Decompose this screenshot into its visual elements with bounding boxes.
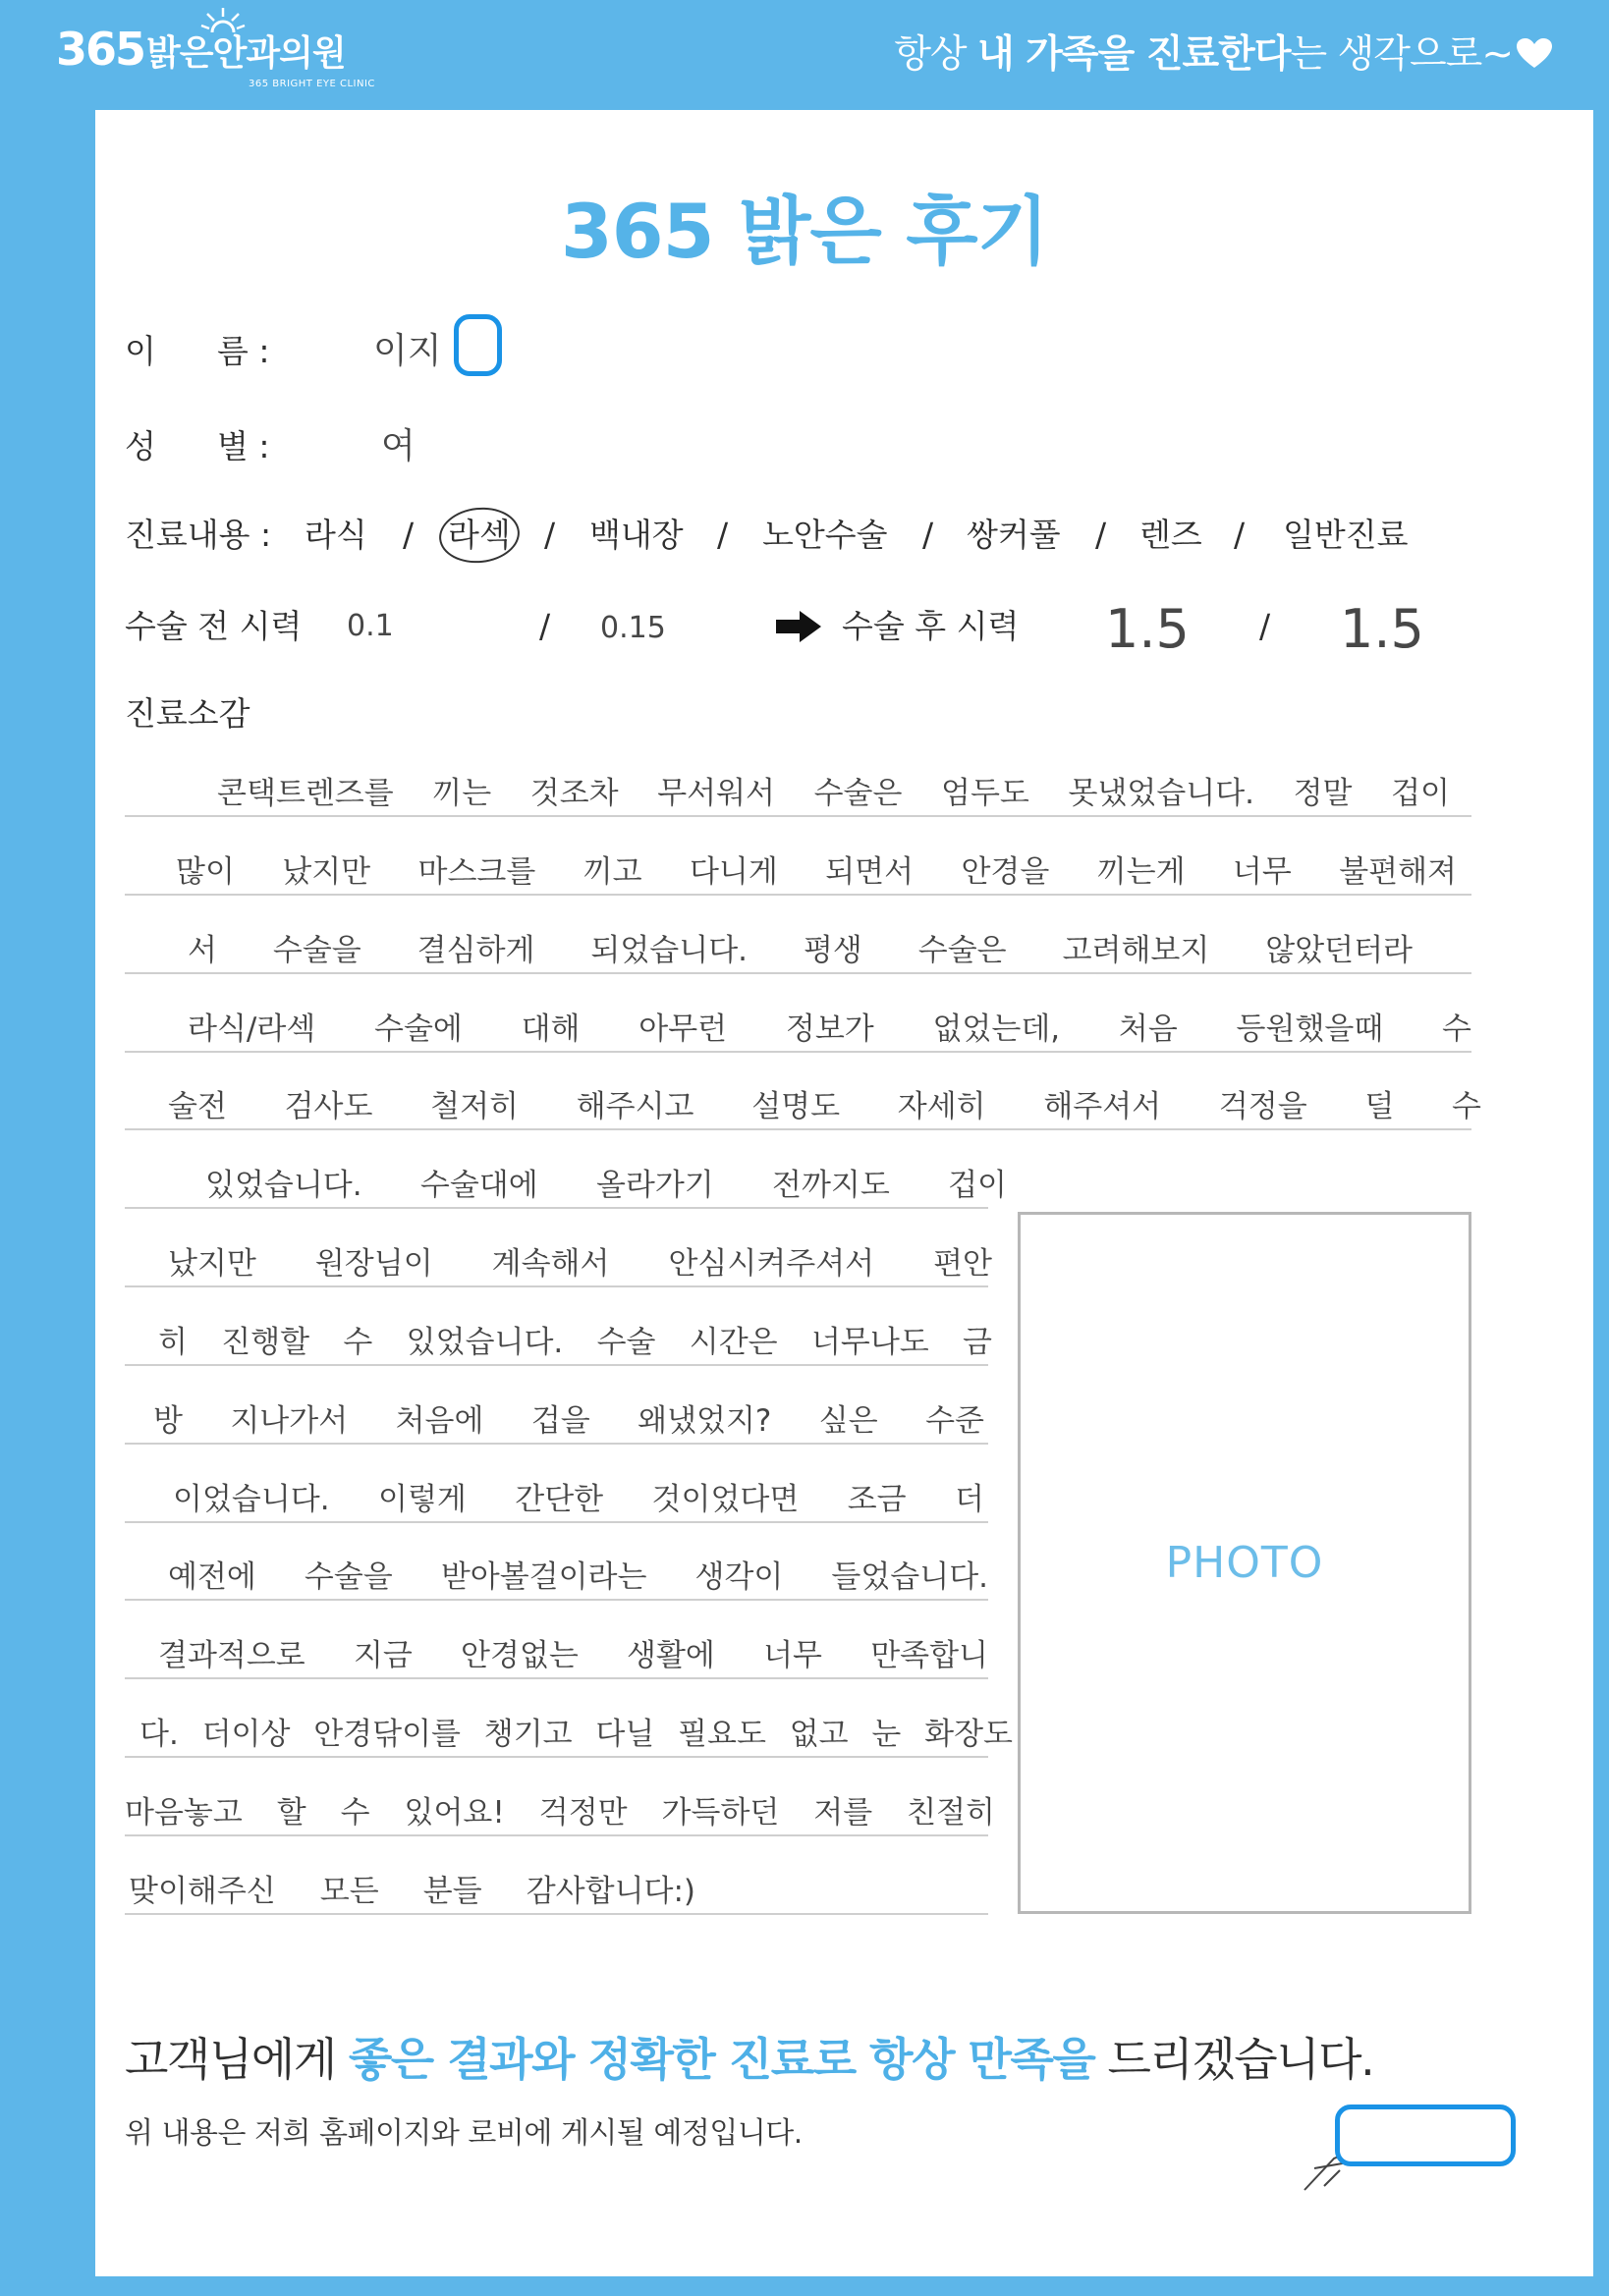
vision-after-left: 1.5 bbox=[1105, 598, 1190, 660]
review-line: 있었습니다. 수술대에 올라가기 전까지도 겁이 bbox=[205, 1168, 1007, 1203]
review-line: 술전 검사도 철저히 해주시고 설명도 자세히 해주셔서 걱정을 덜 수 bbox=[168, 1089, 1481, 1124]
vision-after-right: 1.5 bbox=[1340, 598, 1424, 660]
ruled-line bbox=[125, 1521, 988, 1523]
ruled-line bbox=[125, 894, 1471, 896]
review-line: 서 수술을 결심하게 되었습니다. 평생 수술은 고려해보지 않았던터라 bbox=[188, 933, 1413, 968]
vision-separator: / bbox=[539, 607, 551, 645]
gender-label-first: 성 bbox=[125, 427, 156, 465]
sun-icon bbox=[196, 2, 250, 35]
vision-before-right: 0.15 bbox=[600, 611, 666, 645]
logo-text: 밝은안과의원 bbox=[146, 33, 346, 74]
procedure-separator: / bbox=[717, 516, 729, 554]
slogan-lead: 항상 bbox=[894, 32, 967, 77]
footer-note: 위 내용은 저희 홈페이지와 로비에 게시될 예정입니다. bbox=[125, 2116, 803, 2151]
gender-value: 여 bbox=[381, 426, 416, 466]
name-redaction-box bbox=[454, 314, 502, 376]
vision-separator: / bbox=[1259, 607, 1271, 645]
ruled-line bbox=[125, 1128, 1471, 1130]
review-label: 진료소감 bbox=[125, 694, 250, 733]
ruled-line bbox=[125, 972, 1471, 974]
review-line: 많이 났지만 마스크를 끼고 다니게 되면서 안경을 끼는게 너무 불편해져 bbox=[176, 854, 1457, 890]
ruled-line bbox=[125, 1051, 1471, 1053]
procedure-option-presbyopia: 노안수술 bbox=[762, 516, 888, 554]
header-slogan bbox=[894, 29, 1552, 81]
footer-lead: 고객님에게 bbox=[125, 2033, 336, 2086]
procedure-separator: / bbox=[1095, 516, 1107, 554]
name-label-second: 름 : bbox=[217, 332, 270, 370]
heart-icon bbox=[1517, 38, 1552, 70]
vision-before-left: 0.1 bbox=[347, 609, 394, 643]
ruled-line bbox=[125, 1443, 988, 1445]
procedure-separator: / bbox=[544, 516, 556, 554]
arrow-right-icon bbox=[776, 609, 821, 644]
review-line: 예전에 수술을 받아볼걸이라는 생각이 들었습니다. bbox=[168, 1559, 988, 1595]
photo-box bbox=[1018, 1212, 1471, 1914]
name-value: 이지 bbox=[373, 331, 442, 371]
signature-redaction-box bbox=[1335, 2105, 1516, 2166]
ruled-line bbox=[125, 1756, 988, 1758]
procedure-option-lens: 렌즈 bbox=[1139, 516, 1202, 554]
slogan-bold: 내 가족을 진료한다 bbox=[976, 32, 1291, 77]
procedure-separator: / bbox=[922, 516, 934, 554]
procedure-option-lasek: 라섹 bbox=[448, 516, 511, 554]
procedure-option-lasik: 라식 bbox=[305, 516, 367, 554]
ruled-line bbox=[125, 1364, 988, 1366]
ruled-line bbox=[125, 1913, 988, 1915]
procedure-option-cataract: 백내장 bbox=[589, 516, 684, 554]
ruled-line bbox=[125, 1599, 988, 1601]
review-line: 났지만 원장님이 계속해서 안심시켜주셔서 편안 bbox=[168, 1246, 992, 1282]
logo-number: 365 bbox=[56, 23, 145, 76]
slogan-tail: 는 생각으로~ bbox=[1290, 32, 1513, 77]
procedure-separator: / bbox=[1234, 516, 1246, 554]
procedure-option-general: 일반진료 bbox=[1283, 516, 1409, 554]
ruled-line bbox=[125, 1285, 988, 1287]
review-line: 히 진행할 수 있었습니다. 수술 시간은 너무나도 금 bbox=[158, 1325, 992, 1360]
ruled-line bbox=[125, 1677, 988, 1679]
photo-label: PHOTO bbox=[1165, 1538, 1324, 1588]
review-line: 콘택트렌즈를 끼는 것조차 무서워서 수술은 엄두도 못냈었습니다. 정말 겁이 bbox=[217, 776, 1450, 811]
gender-label-second: 별 : bbox=[217, 427, 270, 465]
footer-message bbox=[125, 2032, 1373, 2087]
ruled-line bbox=[125, 1207, 988, 1209]
procedure-label: 진료내용 : bbox=[125, 516, 272, 554]
review-line: 이었습니다. 이렇게 간단한 것이었다면 조금 더 bbox=[173, 1482, 984, 1517]
procedure-separator: / bbox=[403, 516, 415, 554]
review-line: 마음놓고 할 수 있어요! 걱정만 가득하던 저를 친절히 bbox=[125, 1795, 995, 1831]
name-label-first: 이 bbox=[125, 332, 156, 370]
vision-before-label: 수술 전 시력 bbox=[125, 607, 303, 645]
page-title: 365 밝은 후기 bbox=[560, 188, 1049, 275]
ruled-line bbox=[125, 815, 1471, 817]
footer-tail: 드리겠습니다. bbox=[1107, 2033, 1374, 2086]
review-line: 방 지나가서 처음에 겁을 왜냈었지? 싶은 수준 bbox=[153, 1403, 984, 1439]
vision-after-label: 수술 후 시력 bbox=[842, 607, 1020, 645]
review-line: 라식/라섹 수술에 대해 아무런 정보가 없었는데, 처음 등원했을때 수 bbox=[188, 1011, 1471, 1047]
review-line: 결과적으로 지금 안경없는 생활에 너무 만족합니 bbox=[158, 1638, 988, 1673]
footer-highlight: 좋은 결과와 정확한 진료로 항상 만족을 bbox=[348, 2033, 1095, 2086]
review-line: 맞이해주신 모든 분들 감사합니다:) bbox=[129, 1874, 695, 1909]
ruled-line bbox=[125, 1834, 988, 1836]
review-line: 다. 더이상 안경닦이를 챙기고 다닐 필요도 없고 눈 화장도 bbox=[139, 1717, 1013, 1752]
procedure-option-double-eyelid: 쌍커풀 bbox=[967, 516, 1061, 554]
logo-subtitle: 365 BRIGHT EYE CLINIC bbox=[249, 79, 375, 89]
